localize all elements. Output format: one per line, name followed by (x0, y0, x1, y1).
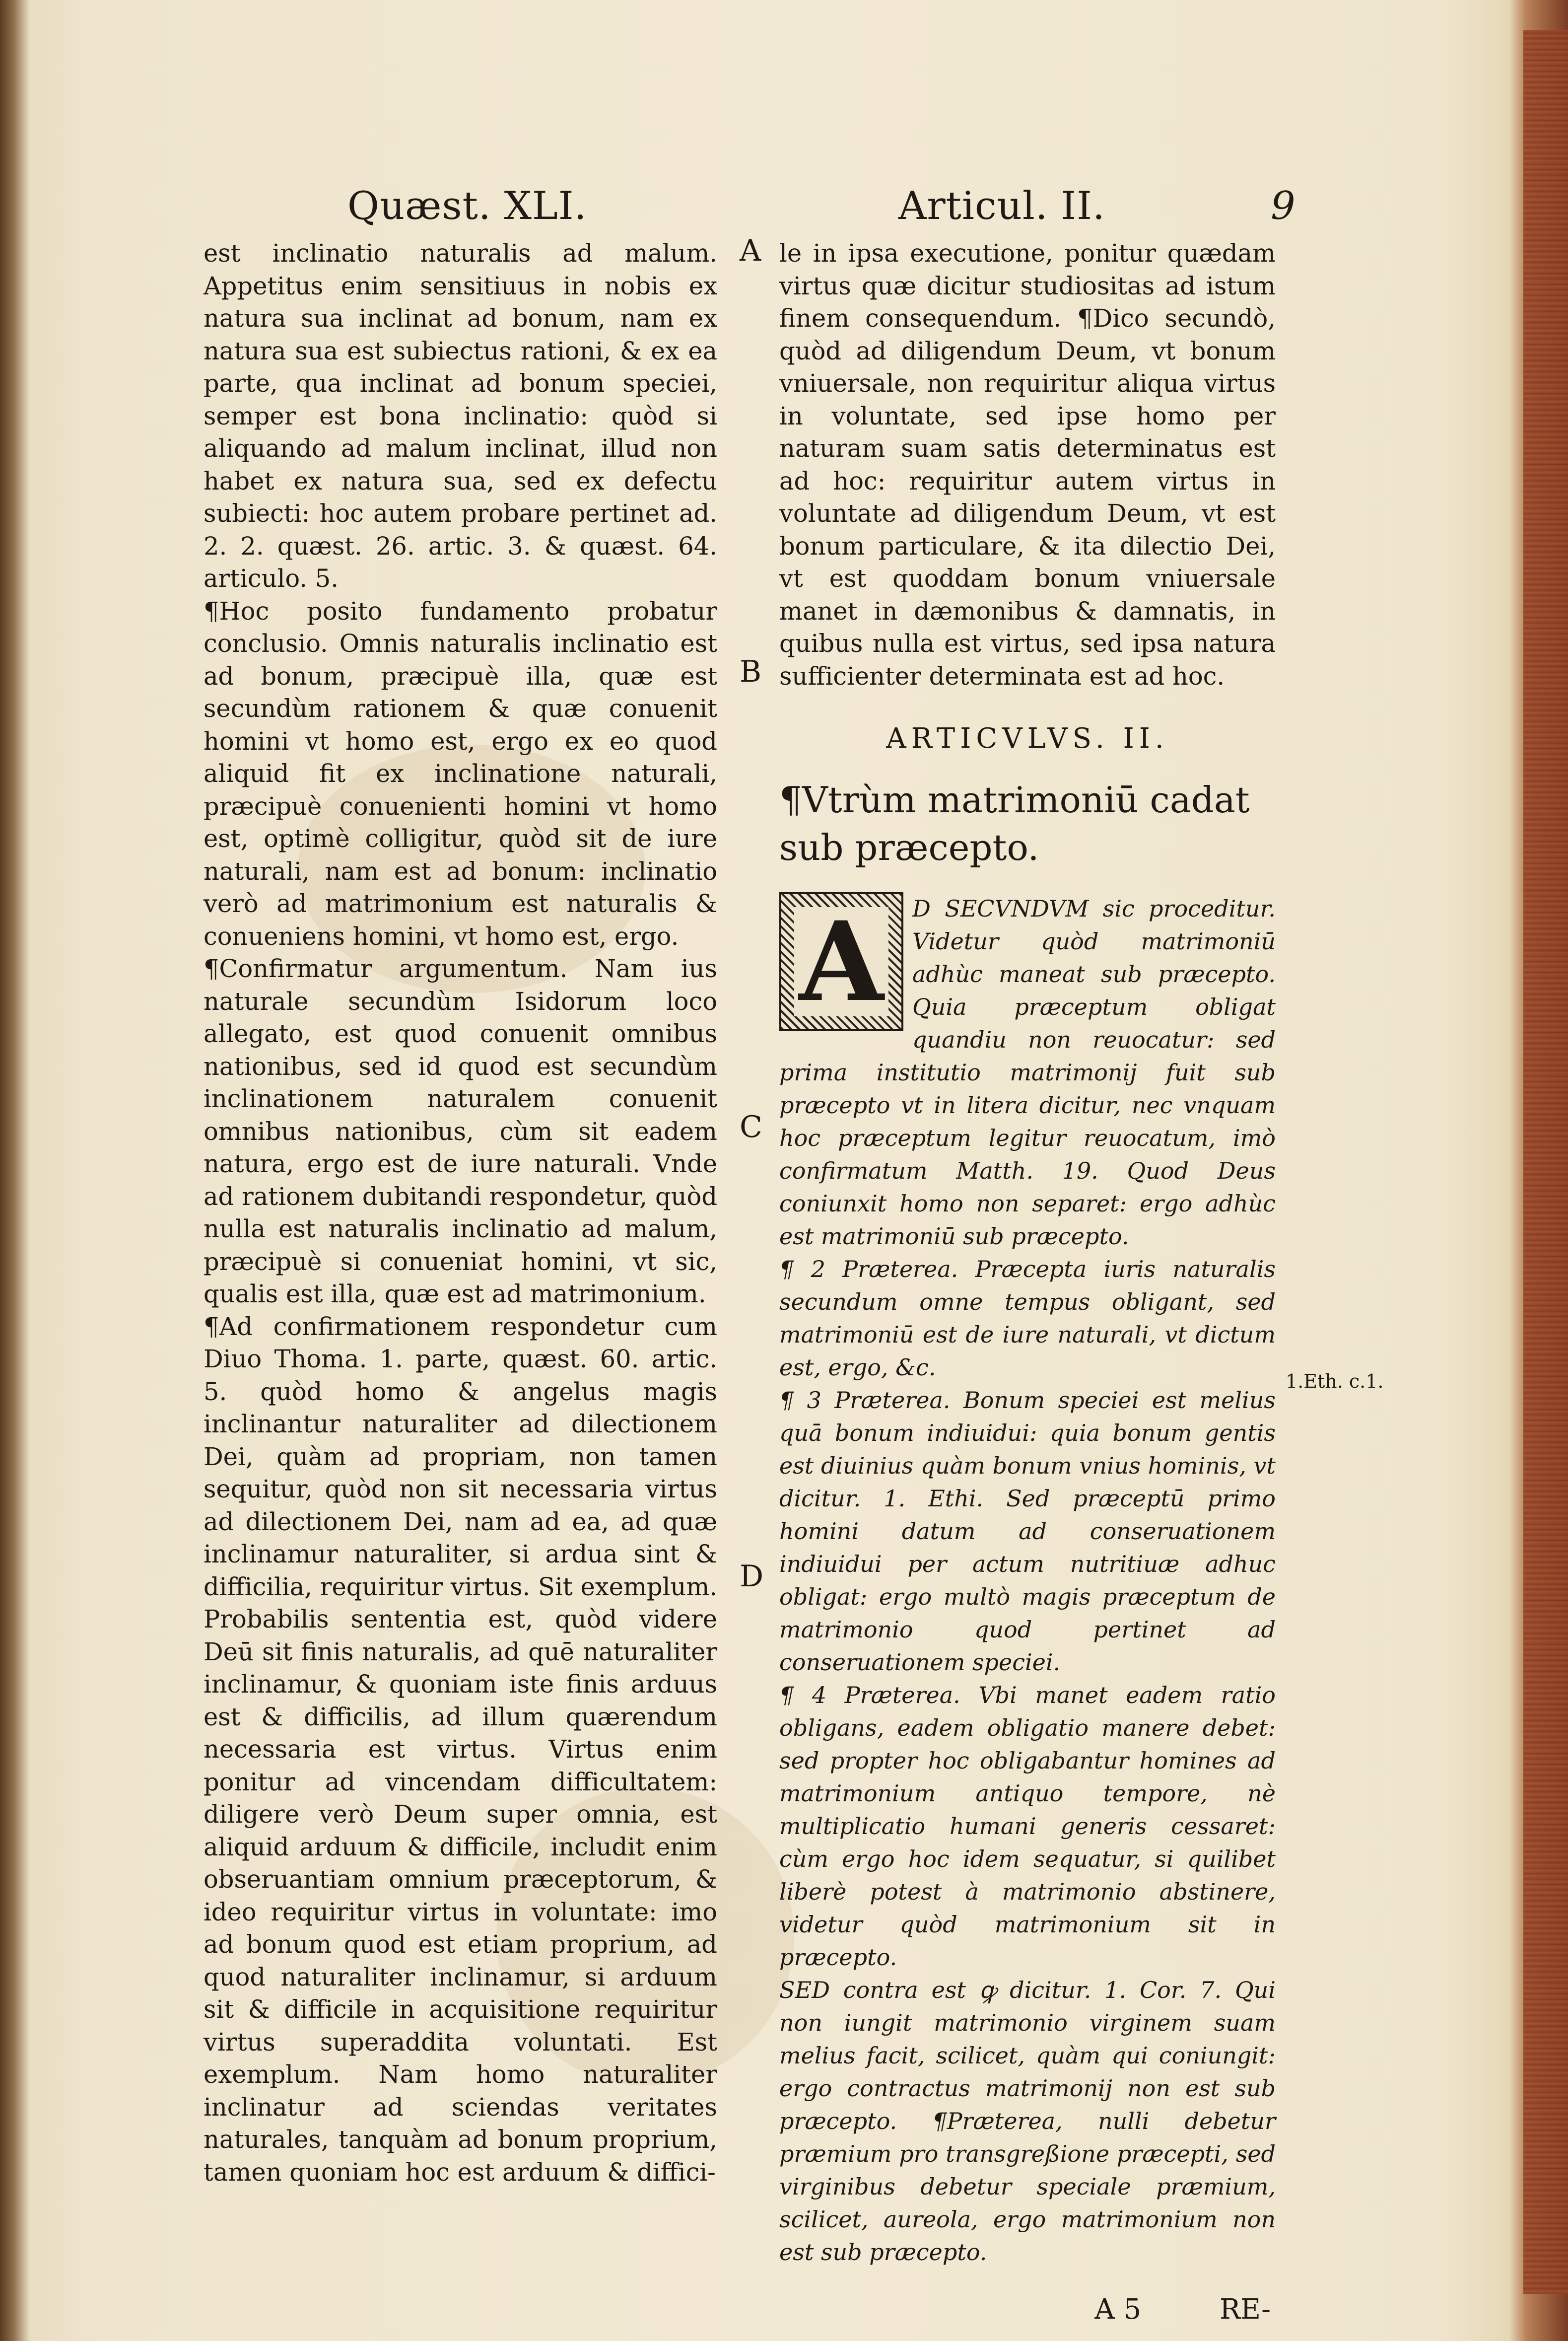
italic-paragraph: SED contra est ꝙ dicitur. 1. Cor. 7. Qui non iungit matrimonio virginem suam melius facit, scilicet, quàm qui coniungit: ergo contractus matrimonij non est sub præcepto. ¶Præterea, nulli debetur præmium pro transgreßione præcepti, sed virginibus debetur speciale præmium, scilicet, aureola, ergo matrimonium non est sub præcepto. (779, 1976, 1276, 2266)
page-edge (1523, 30, 1568, 2294)
paragraph: ¶Hoc posito fundamento probatur conclusio. Omnis naturalis inclinatio est ad bonum, præcipuè illa, quæ est secundùm rationem & quæ conuenit homini vt homo est, ergo ex eo quod aliquid fit ex inclinatione naturali, præcipuè conuenienti homini vt homo est, optimè colligitur, quòd sit de iure naturali, nam est ad bonum: inclinatio verò ad matrimonium est naturalis & conueniens homini, vt homo est, ergo. (204, 596, 717, 951)
page-number: 9 (1271, 184, 1296, 228)
italic-paragraph: D SECVNDVM sic proceditur. Videtur quòd matrimoniū adhùc maneat sub præcepto. Quia præceptum obligat quandiu non reuocatur: sed prima institutio matrimonij fuit sub præcepto vt in litera dicitur, nec vnquam hoc præceptum legitur reuocatum, imò confirmatum Matth. 19. Quod Deus coniunxit homo non separet: ergo adhùc est matrimoniū sub præcepto. (779, 895, 1276, 1250)
paragraph: est inclinatio naturalis ad malum. Appetitus enim sensitiuus in nobis ex natura sua inclinat ad bonum, nam ex natura sua est subiectus rationi, & ex ea parte, qua inclinat ad bonum speciei, semper est bona inclinatio: quòd si aliquando ad malum inclinat, illud non habet ex natura sua, sed ex defectu subiecti: hoc autem probare pertinet ad. 2. 2. quæst. 26. artic. 3. & quæst. 64. articulo. 5. (204, 239, 717, 593)
italic-paragraph: ¶ 4 Præterea. Vbi manet eadem ratio obligans, eadem obligatio manere debet: sed propter hoc obligabantur homines ad matrimonium antiquo tempore, nè multiplicatio humani generis cessaret: cùm ergo hoc idem sequatur, si quilibet liberè potest à matrimonio abstinere, videtur quòd matrimonium sit in præcepto. (779, 1681, 1276, 1971)
initial-letter: A (794, 907, 889, 1016)
side-note: 1.Eth. c.1. (1286, 1370, 1384, 1392)
margin-letter-d: D (740, 1559, 764, 1594)
italic-paragraph: ¶ 3 Præterea. Bonum speciei est melius quā bonum indiuidui: quia bonum gentis est diuinius quàm bonum vnius hominis, vt dicitur. 1. Ethi. Sed præceptū primo homini datum ad conseruationem indiuidui per actum nutritiuæ adhuc obligat: ergo multò magis præceptum de matrimonio quod pertinet ad conseruationem speciei. (779, 1386, 1276, 1676)
page-footer (779, 2293, 1276, 2326)
margin-letter-b: B (740, 654, 762, 689)
question-title: ¶Vtrùm matrimoniū cadat sub præcepto. (779, 779, 1250, 868)
header-article: Articul. II. (898, 184, 1105, 228)
catchword: RE- (1219, 2293, 1271, 2326)
italic-paragraph: ¶ 2 Præterea. Præcepta iuris naturalis secundum omne tempus obligant, sed matrimoniū est de iure naturali, vt dictum est, ergo, &c. (779, 1255, 1276, 1381)
paragraph: ¶Ad confirmationem respondetur cum Diuo Thoma. 1. parte, quæst. 60. artic. 5. quòd homo & angelus magis inclinantur naturaliter ad dilectionem Dei, quàm ad propriam, non tamen sequitur, quòd non sit necessaria virtus ad dilectionem Dei, nam ad ea, ad quæ inclinamur naturaliter, si ardua sint & difficilia, requiritur virtus. Sit exemplum. Probabilis sententia est, quòd videre Deū sit finis naturalis, ad quē naturaliter inclinamur, & quoniam iste finis arduus est & difficilis, ad illum quærendum necessaria est virtus. Virtus enim ponitur ad vincendam difficultatem: diligere verò Deum super omnia, est aliquid arduum & difficile, includit enim obseruantiam omnium præceptorum, & ideo requiritur virtus in voluntate: imo ad bonum quod est etiam proprium, ad quod naturaliter inclinamur, si arduum sit & difficile in acquisitione requiritur virtus superaddita voluntati. Est exemplum. Nam homo naturaliter inclinatur ad sciendas veritates naturales, tanquàm ad bonum proprium, tamen quoniam hoc est arduum & diffici- (204, 1312, 717, 2187)
left-column (204, 237, 717, 2189)
paragraph: ¶Confirmatur argumentum. Nam ius naturale secundùm Isidorum loco allegato, est quod conuenit omnibus nationibus, sed id quod est secundùm inclinationem naturalem conuenit omnibus nationibus, cùm sit eadem natura, ergo est de iure naturali. Vnde ad rationem dubitandi respondetur, quòd nulla est naturalis inclinatio ad malum, præcipuè si conueniat homini, vt sic, qualis est illa, quæ est ad matrimonium. (204, 954, 717, 1308)
right-column (779, 237, 1276, 2326)
margin-letter-c: C (740, 1110, 762, 1144)
paragraph: le in ipsa executione, ponitur quædam virtus quæ dicitur studiositas ad istum finem consequendum. ¶Dico secundò, quòd ad diligendum Deum, vt bonum vniuersale, non requiritur aliqua virtus in voluntate, sed ipse homo per naturam suam satis determinatus est ad hoc: requiritur autem virtus in voluntate ad diligendum Deum, vt est bonum particulare, & ita dilectio Dei, vt est quoddam bonum vniuersale manet in dæmonibus & damnatis, in quibus nulla est virtus, sed ipsa natura sufficienter determinata est ad hoc. (779, 239, 1276, 691)
margin-letter-a: A (740, 233, 761, 268)
book-binding (0, 0, 30, 2341)
article-heading: ARTICVLVS. II. (886, 722, 1169, 755)
signature-mark: A 5 (1094, 2293, 1142, 2326)
header-question: Quæst. XLI. (347, 184, 587, 228)
running-header (0, 184, 1568, 238)
decorated-initial (779, 892, 903, 1031)
